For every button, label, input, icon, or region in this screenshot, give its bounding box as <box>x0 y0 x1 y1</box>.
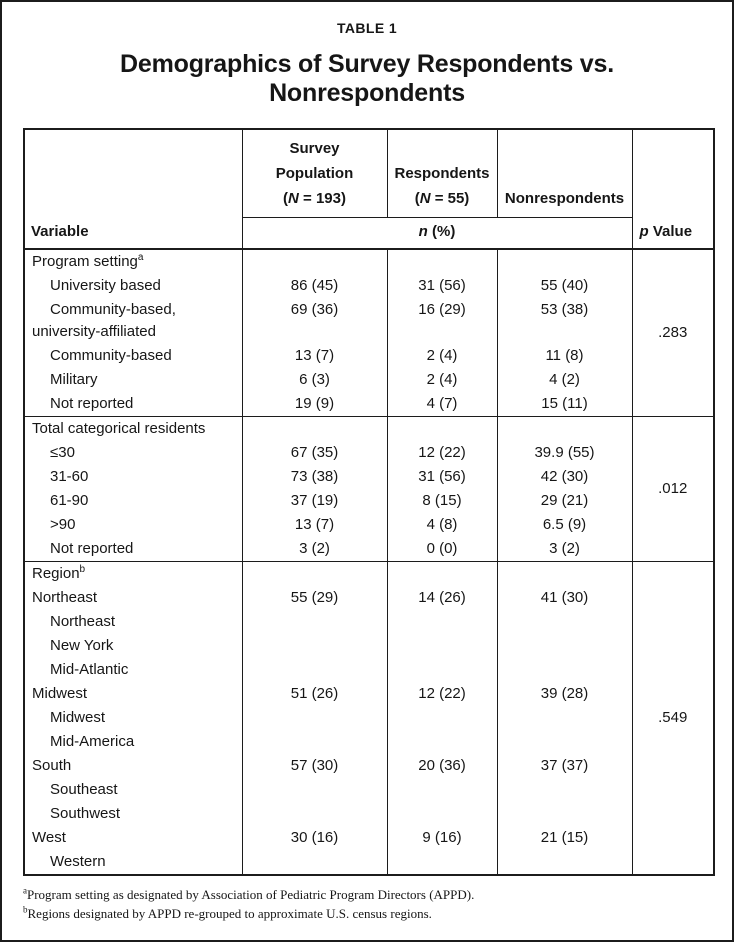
row-cell <box>497 562 632 587</box>
header-line: Survey <box>289 140 340 157</box>
row-cell: 21 (15) <box>497 826 632 850</box>
row-label: Mid-Atlantic <box>24 658 242 682</box>
row-cell: 29 (21) <box>497 489 632 513</box>
table-row <box>24 802 714 826</box>
header-row-top <box>24 129 714 218</box>
row-cell <box>242 706 387 730</box>
table-row <box>24 537 714 562</box>
row-label: Not reported <box>24 537 242 562</box>
row-cell: 6 (3) <box>242 368 387 392</box>
row-cell <box>497 610 632 634</box>
row-label: 31-60 <box>24 465 242 489</box>
row-cell <box>387 562 497 587</box>
demographics-table <box>23 128 715 876</box>
row-label: Total categorical residents <box>24 417 242 442</box>
table-row <box>24 274 714 298</box>
row-cell <box>387 610 497 634</box>
row-cell: 41 (30) <box>497 586 632 610</box>
row-cell <box>497 249 632 274</box>
row-cell <box>497 706 632 730</box>
row-label: Mid-America <box>24 730 242 754</box>
row-cell <box>242 658 387 682</box>
page-title: Demographics of Survey Respondents vs. Nonrespondents <box>120 50 614 107</box>
row-cell <box>497 850 632 875</box>
row-cell <box>387 778 497 802</box>
row-label: Northeast <box>24 610 242 634</box>
col-header-p-value: p Value <box>632 129 714 249</box>
table-row <box>24 392 714 417</box>
row-cell: 31 (56) <box>387 465 497 489</box>
row-cell: 69 (36) <box>242 298 387 344</box>
row-cell: 30 (16) <box>242 826 387 850</box>
row-cell: 39.9 (55) <box>497 441 632 465</box>
row-cell: 39 (28) <box>497 682 632 706</box>
table-row <box>24 634 714 658</box>
row-label: Community-based, university-affiliated <box>24 298 242 344</box>
row-cell: 2 (4) <box>387 368 497 392</box>
row-cell <box>497 778 632 802</box>
header-line: (N = 193) <box>283 190 346 207</box>
row-cell: 3 (2) <box>497 537 632 562</box>
row-label: University based <box>24 274 242 298</box>
row-label: Western <box>24 850 242 875</box>
header-line: Respondents <box>394 165 490 182</box>
row-cell: 4 (7) <box>387 392 497 417</box>
row-cell: 6.5 (9) <box>497 513 632 537</box>
p-value-cell: .012 <box>632 417 714 562</box>
row-label: South <box>24 754 242 778</box>
row-cell: 12 (22) <box>387 682 497 706</box>
row-cell: 55 (40) <box>497 274 632 298</box>
row-label: Community-based <box>24 344 242 368</box>
col-header-survey-population <box>242 129 387 218</box>
row-cell: 8 (15) <box>387 489 497 513</box>
footnotes <box>23 886 711 924</box>
row-cell <box>387 850 497 875</box>
table-row <box>24 682 714 706</box>
row-label: Region$^b$ <box>24 562 242 587</box>
table-row <box>24 249 714 274</box>
row-cell: 13 (7) <box>242 513 387 537</box>
row-cell <box>242 802 387 826</box>
row-cell <box>497 417 632 442</box>
row-cell <box>387 706 497 730</box>
row-label: New York <box>24 634 242 658</box>
row-cell: 12 (22) <box>387 441 497 465</box>
table-row <box>24 706 714 730</box>
table-row <box>24 465 714 489</box>
footnote-text: Program setting as designated by Association of Pediatric Program Directors (APPD). <box>27 887 475 902</box>
table-row <box>24 730 714 754</box>
footnote-b <box>23 905 711 924</box>
row-cell: 51 (26) <box>242 682 387 706</box>
row-cell: 9 (16) <box>387 826 497 850</box>
table-row <box>24 298 714 344</box>
row-cell: 37 (37) <box>497 754 632 778</box>
table-label: TABLE 1 <box>336 20 398 36</box>
table-row <box>24 610 714 634</box>
table-row <box>24 826 714 850</box>
table-row <box>24 368 714 392</box>
row-cell <box>242 249 387 274</box>
row-label: Southeast <box>24 778 242 802</box>
table-row <box>24 754 714 778</box>
row-cell: 15 (11) <box>497 392 632 417</box>
row-cell: 73 (38) <box>242 465 387 489</box>
row-cell: 37 (19) <box>242 489 387 513</box>
row-cell: 86 (45) <box>242 274 387 298</box>
row-cell: 55 (29) <box>242 586 387 610</box>
table-body <box>24 249 714 875</box>
row-label: Northeast <box>24 586 242 610</box>
table-row <box>24 417 714 442</box>
row-cell: 11 (8) <box>497 344 632 368</box>
p-value-cell: .283 <box>632 249 714 417</box>
row-cell: 14 (26) <box>387 586 497 610</box>
row-cell: 13 (7) <box>242 344 387 368</box>
row-cell <box>242 562 387 587</box>
footnote-text: Regions designated by APPD re-grouped to approximate U.S. census regions. <box>27 905 432 921</box>
row-cell: 19 (9) <box>242 392 387 417</box>
row-label: Program setting$^a$ <box>24 249 242 274</box>
row-cell: 31 (56) <box>387 274 497 298</box>
table-row <box>24 562 714 587</box>
table-row <box>24 658 714 682</box>
header-line: Population <box>275 165 354 182</box>
row-cell: 16 (29) <box>387 298 497 344</box>
footnote-marker: b <box>23 904 28 915</box>
header-line: Nonrespondents <box>504 190 625 207</box>
row-cell: 20 (36) <box>387 754 497 778</box>
row-cell: 0 (0) <box>387 537 497 562</box>
row-cell: 57 (30) <box>242 754 387 778</box>
row-cell <box>242 730 387 754</box>
table-row <box>24 489 714 513</box>
col-header-n-percent: n (%) <box>242 218 632 250</box>
row-label: Midwest <box>24 682 242 706</box>
row-cell <box>242 634 387 658</box>
row-cell <box>242 778 387 802</box>
table-row <box>24 778 714 802</box>
row-cell <box>497 634 632 658</box>
table-row <box>24 441 714 465</box>
footnote-a <box>23 886 711 905</box>
table-row <box>24 344 714 368</box>
row-label: Midwest <box>24 706 242 730</box>
col-header-nonrespondents <box>497 129 632 218</box>
header-line: (N = 55) <box>414 190 470 207</box>
row-cell <box>387 658 497 682</box>
row-cell <box>387 417 497 442</box>
row-cell: 4 (2) <box>497 368 632 392</box>
row-cell <box>242 417 387 442</box>
row-cell <box>497 802 632 826</box>
row-cell <box>497 730 632 754</box>
row-cell: 2 (4) <box>387 344 497 368</box>
table-row <box>24 586 714 610</box>
row-label: Not reported <box>24 392 242 417</box>
footnote-marker: a <box>23 885 27 896</box>
row-cell <box>387 730 497 754</box>
row-cell: 67 (35) <box>242 441 387 465</box>
table-row <box>24 513 714 537</box>
row-cell <box>387 802 497 826</box>
table-row <box>24 850 714 875</box>
row-label: West <box>24 826 242 850</box>
row-cell <box>497 658 632 682</box>
row-cell: 4 (8) <box>387 513 497 537</box>
row-cell: 3 (2) <box>242 537 387 562</box>
row-cell <box>242 850 387 875</box>
row-cell <box>387 634 497 658</box>
row-label: Military <box>24 368 242 392</box>
p-value-cell: .549 <box>632 562 714 876</box>
row-label: >90 <box>24 513 242 537</box>
row-cell <box>242 610 387 634</box>
row-cell: 42 (30) <box>497 465 632 489</box>
row-label: ≤30 <box>24 441 242 465</box>
row-cell <box>387 249 497 274</box>
row-label: Southwest <box>24 802 242 826</box>
row-cell: 53 (38) <box>497 298 632 344</box>
row-label: 61-90 <box>24 489 242 513</box>
col-header-respondents <box>387 129 497 218</box>
col-header-variable: Variable <box>24 129 242 249</box>
